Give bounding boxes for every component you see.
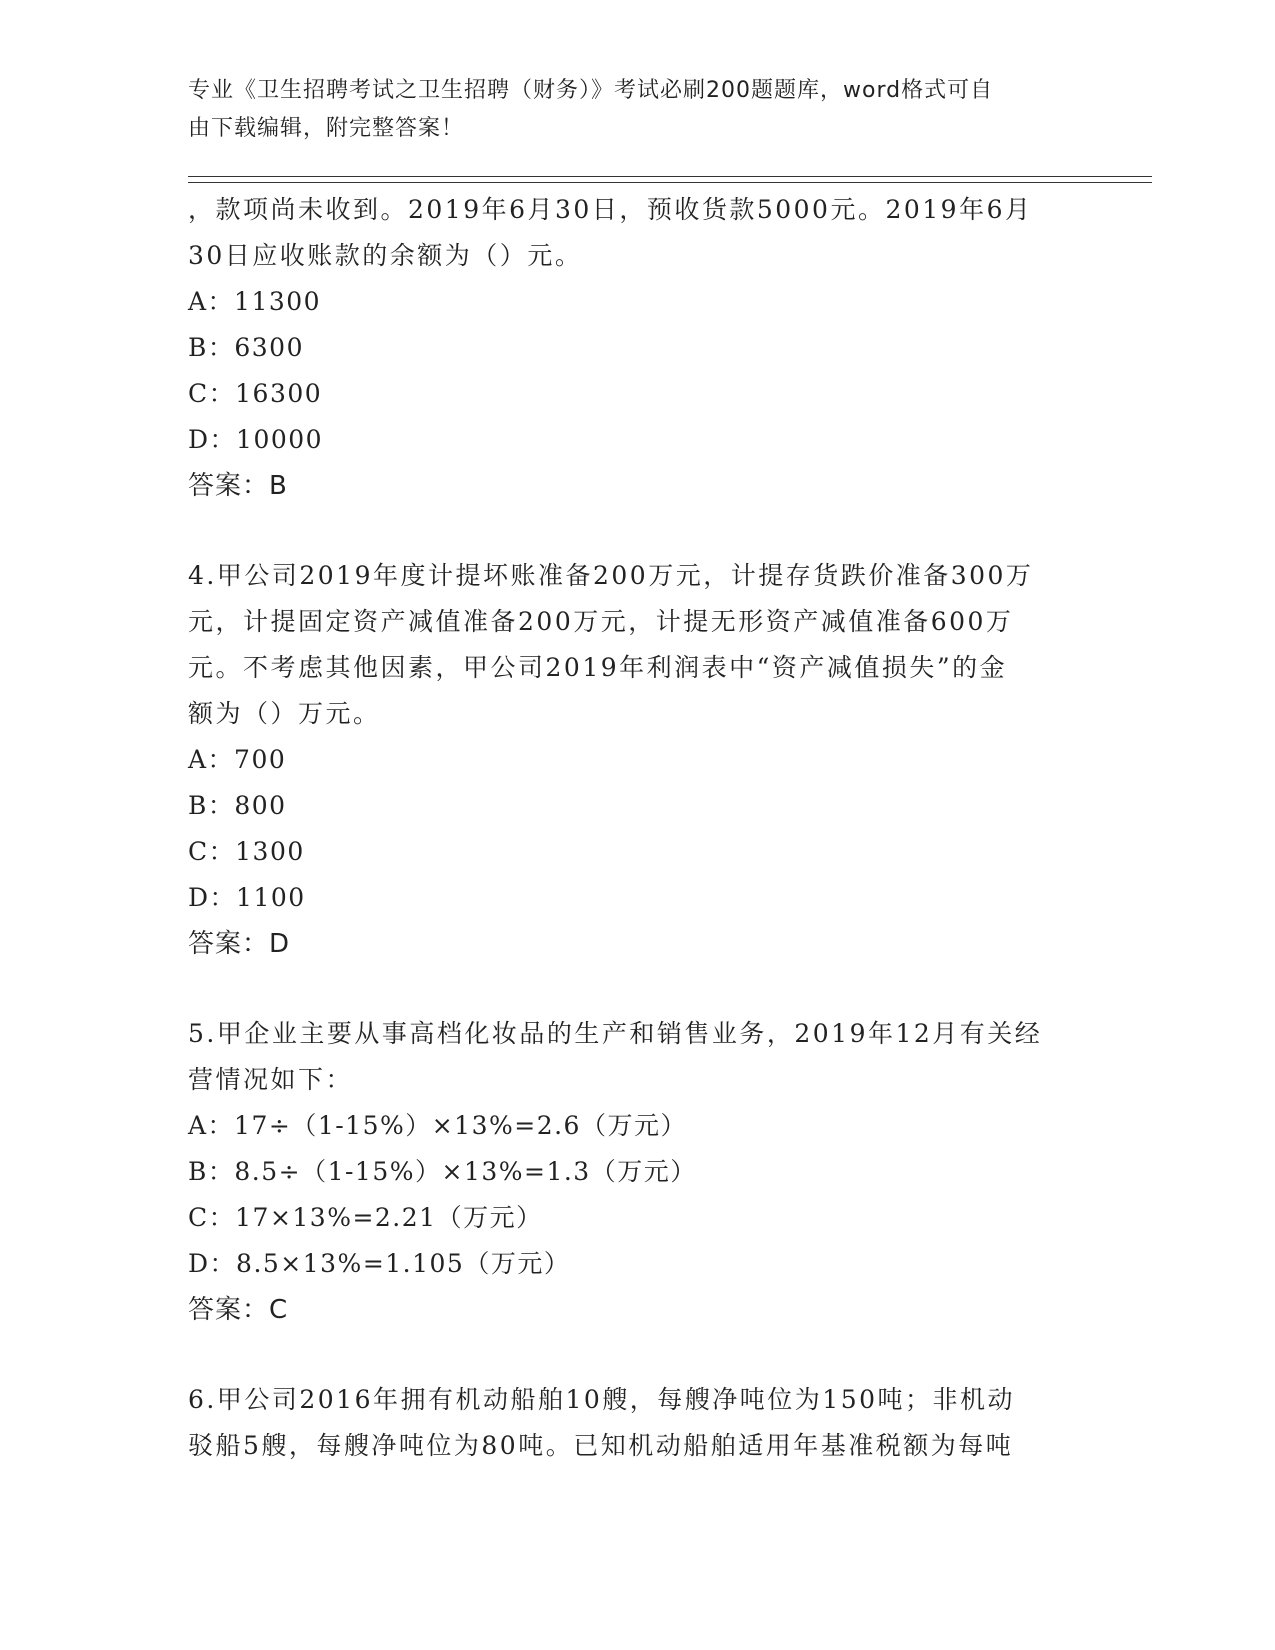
answer-line: 答案：C (188, 1295, 289, 1325)
option-c: C：1300 (188, 837, 305, 866)
option-d: D：8.5×13%=1.105（万元） (188, 1249, 571, 1278)
document-header (188, 72, 1068, 148)
question-text-line: 30日应收账款的余额为（）元。 (188, 241, 583, 270)
header-divider (188, 176, 1152, 183)
question-6 (188, 1377, 1088, 1469)
header-line: 专业《卫生招聘考试之卫生招聘（财务）》考试必刷200题题库，word格式可自 (188, 78, 994, 103)
question-4 (188, 553, 1088, 967)
question-text-line: 额为（）万元。 (188, 699, 381, 728)
question-text (188, 1377, 1088, 1469)
option-a: A：700 (188, 745, 287, 774)
question-text-line: 营情况如下： (188, 1065, 354, 1094)
option-b: B：8.5÷（1-15%）×13%=1.3（万元） (188, 1157, 697, 1186)
question-text-line: 4.甲公司2019年度计提坏账准备200万元，计提存货跌价准备300万 (188, 561, 1034, 590)
question-text-line: 元。不考虑其他因素，甲公司2019年利润表中“资产减值损失”的金 (188, 653, 1008, 682)
option-c: C：17×13%=2.21（万元） (188, 1203, 543, 1232)
option-d: D：1100 (188, 883, 306, 912)
question-5 (188, 1011, 1088, 1333)
question-text-line: 5.甲企业主要从事高档化妆品的生产和销售业务，2019年12月有关经 (188, 1019, 1043, 1048)
answer-line: 答案：B (188, 471, 288, 501)
option-d: D：10000 (188, 425, 324, 454)
option-c: C：16300 (188, 379, 323, 408)
answer-line: 答案：D (188, 929, 291, 959)
question-text-line: 元，计提固定资产减值准备200万元，计提无形资产减值准备600万 (188, 607, 1014, 636)
question-text (188, 1011, 1088, 1103)
question-3-continued (188, 187, 1088, 509)
option-a: A：11300 (188, 287, 322, 316)
question-text-line: 6.甲公司2016年拥有机动船舶10艘，每艘净吨位为150吨；非机动 (188, 1385, 1016, 1414)
header-line: 由下载编辑，附完整答案！ (188, 116, 465, 141)
question-text-line: 驳船5艘，每艘净吨位为80吨。已知机动船舶适用年基准税额为每吨 (188, 1431, 1014, 1460)
document-body (188, 187, 1088, 1469)
question-text-line: ，款项尚未收到。2019年6月30日，预收货款5000元。2019年6月 (188, 195, 1033, 224)
option-b: B：800 (188, 791, 287, 820)
question-text (188, 553, 1088, 737)
question-text (188, 187, 1088, 279)
option-a: A：17÷（1-15%）×13%=2.6（万元） (188, 1111, 687, 1140)
option-b: B：6300 (188, 333, 304, 362)
